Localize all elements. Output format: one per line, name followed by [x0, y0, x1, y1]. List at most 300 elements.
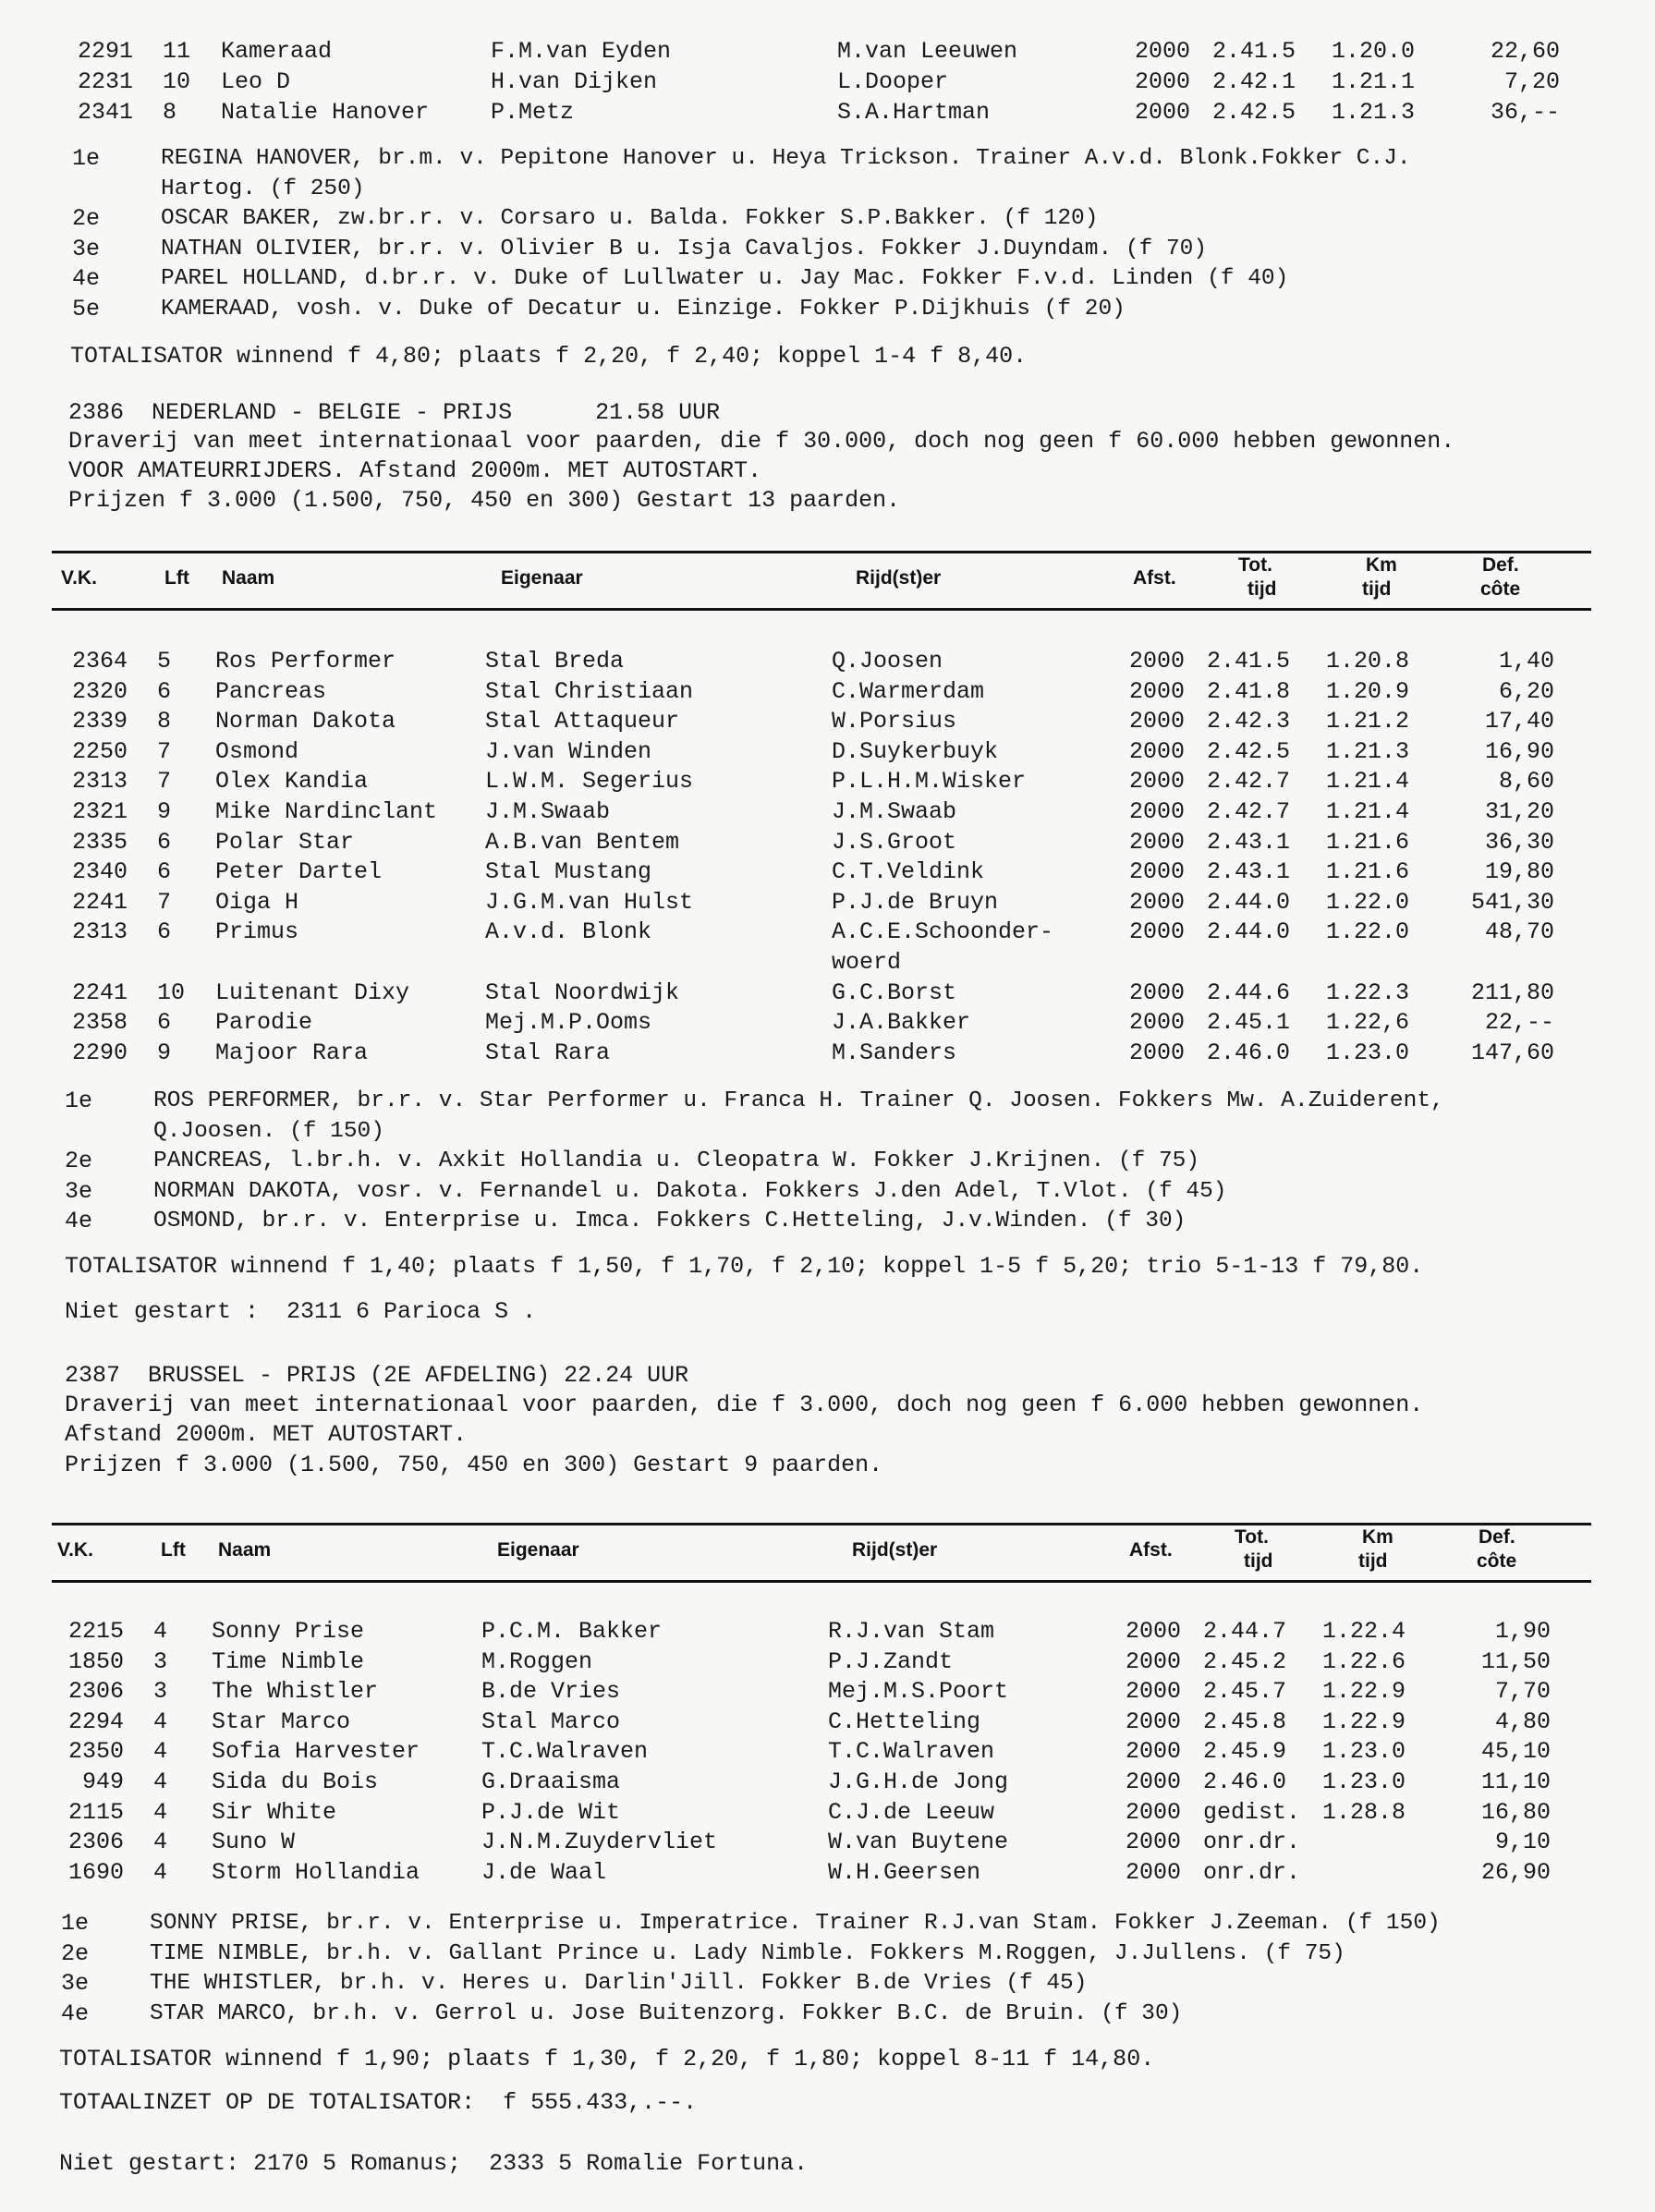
cell-afst: 2000	[1135, 68, 1191, 95]
place-line-text: ROS PERFORMER, br.r. v. Star Performer u. Franca H. Trainer Q. Joosen. Fokkers Mw. A.Zuiderent,	[153, 1088, 1444, 1113]
col-header-rijder: Rijd(st)er	[852, 1539, 938, 1561]
cell-vk: 2241	[71, 978, 128, 1006]
cell-rijder: C.J.de Leeuw	[828, 1798, 995, 1826]
cell-rijder: W.Porsius	[832, 708, 957, 735]
cell-naam: Natalie Hanover	[221, 99, 430, 126]
place-line-pos: 3e	[61, 1970, 90, 1997]
totalisator: TOTALISATOR winnend f 1,40; plaats f 1,50, f 1,70, f 2,10; koppel 1-5 f 5,20; trio 5-1-13 f 79,80.	[65, 1253, 1424, 1280]
cell-km: 1.23.0	[1322, 1738, 1406, 1766]
cell-rijder: J.M.Swaab	[832, 798, 957, 825]
cell-lft: 6	[157, 828, 172, 856]
cell-rijder: J.S.Groot	[832, 828, 957, 856]
cell-cote: 36,--	[1490, 99, 1560, 126]
cell-lft: 11	[163, 38, 191, 65]
cell-tot: 2.45.1	[1207, 1009, 1291, 1037]
cell-tot: 2.43.1	[1207, 828, 1291, 856]
cell-eigenaar: H.van Dijken	[491, 68, 658, 95]
cell-cote: 11,10	[1480, 1768, 1551, 1795]
cell-afst: 2000	[1135, 38, 1191, 65]
place-line-text: Q.Joosen. (f 150)	[153, 1118, 384, 1144]
cell-naam: Star Marco	[212, 1708, 351, 1735]
cell-eigenaar: M.Roggen	[481, 1647, 593, 1675]
cell-vk: 2364	[71, 648, 128, 675]
cell-cote: 147,60	[1470, 1039, 1554, 1066]
cell-afst: 2000	[1129, 918, 1186, 946]
place-line-pos: 2e	[65, 1148, 93, 1174]
cell-naam: Luitenant Dixy	[215, 978, 410, 1006]
cell-rijder: C.T.Veldink	[832, 858, 985, 886]
table-row	[6, 37, 1576, 67]
cell-cote: 48,70	[1484, 918, 1554, 946]
cell-naam: Mike Nardinclant	[215, 798, 438, 825]
totalisator: TOTALISATOR winnend f 4,80; plaats f 2,20, f 2,40; koppel 1-4 f 8,40.	[70, 343, 1028, 370]
cell-eigenaar: Stal Noordwijk	[485, 978, 680, 1006]
cell-afst: 2000	[1126, 1738, 1182, 1766]
cell-rijder: Mej.M.S.Poort	[828, 1678, 1009, 1706]
cell-lft: 8	[163, 99, 177, 126]
cell-lft: 4	[153, 1829, 168, 1856]
cell-afst: 2000	[1129, 737, 1186, 765]
cell-tot: 2.42.3	[1207, 708, 1291, 735]
table-row	[0, 1828, 1567, 1857]
cell-tot: 2.42.7	[1207, 768, 1291, 796]
table-row	[6, 67, 1576, 97]
cell-vk: 2313	[71, 768, 128, 796]
cell-lft: 4	[153, 1858, 168, 1886]
cell-cote: 36,30	[1484, 828, 1554, 856]
place-line-text: KAMERAAD, vosh. v. Duke of Decatur u. Einzige. Fokker P.Dijkhuis (f 20)	[161, 296, 1126, 322]
cell-vk: 2215	[67, 1618, 124, 1645]
place-line-pos: 1e	[72, 145, 101, 172]
cell-cote: 9,10	[1494, 1829, 1551, 1856]
cell-eigenaar: Stal Breda	[485, 648, 625, 675]
cell-vk: 1690	[67, 1858, 124, 1886]
cell-rijder: C.Hetteling	[828, 1708, 981, 1735]
table-row	[0, 677, 1571, 707]
race-description: Afstand 2000m. MET AUTOSTART.	[65, 1421, 468, 1448]
cell-lft: 9	[157, 1039, 172, 1066]
col-header-vk: V.K.	[61, 567, 97, 589]
cell-rijder: D.Suykerbuyk	[832, 737, 999, 765]
cell-eigenaar: Stal Christiaan	[485, 677, 694, 705]
col-header-cote: côte	[1480, 578, 1521, 600]
cell-cote: 8,60	[1498, 768, 1554, 796]
col-header-km: Km	[1366, 554, 1397, 576]
cell-afst: 2000	[1129, 708, 1186, 735]
cell-tot: 2.41.5	[1212, 38, 1296, 65]
col-header-lft: Lft	[164, 567, 189, 589]
place-line-pos: 1e	[61, 1910, 90, 1937]
place-line-text: PAREL HOLLAND, d.br.r. v. Duke of Lullwater u. Jay Mac. Fokker F.v.d. Linden (f 40)	[161, 266, 1289, 291]
cell-vk: 2358	[71, 1009, 128, 1037]
cell-afst: 2000	[1126, 1708, 1182, 1735]
place-line-text: NATHAN OLIVIER, br.r. v. Olivier B u. Isja Cavaljos. Fokker J.Duyndam. (f 70)	[161, 236, 1208, 261]
cell-cote: 45,10	[1480, 1738, 1551, 1766]
table-row	[0, 857, 1571, 887]
cell-cote: 4,80	[1494, 1708, 1551, 1735]
cell-tot: 2.44.6	[1207, 978, 1291, 1006]
cell-tot: 2.45.9	[1203, 1738, 1287, 1766]
table-row	[0, 888, 1571, 918]
cell-lft: 7	[157, 737, 172, 765]
cell-vk: 2250	[71, 737, 128, 765]
cell-km: 1.21.4	[1326, 768, 1410, 796]
table-row	[6, 98, 1576, 128]
cell-eigenaar: F.M.van Eyden	[491, 38, 672, 65]
col-header-rijder: Rijd(st)er	[856, 567, 942, 589]
cell-eigenaar: P.Metz	[491, 99, 575, 126]
cell-vk: 2320	[71, 677, 128, 705]
cell-vk: 2294	[67, 1708, 124, 1735]
cell-naam: Sida du Bois	[212, 1768, 379, 1795]
cell-tot: 2.41.8	[1207, 677, 1291, 705]
col-header-vk: V.K.	[57, 1539, 93, 1561]
cell-rijder: W.van Buytene	[828, 1829, 1009, 1856]
cell-km: 1.21.3	[1332, 99, 1416, 126]
cell-eigenaar: Stal Mustang	[485, 858, 652, 886]
table-row	[0, 737, 1571, 767]
cell-km: 1.22.9	[1322, 1678, 1406, 1706]
cell-vk: 2321	[71, 798, 128, 825]
cell-km: 1.21.3	[1326, 737, 1410, 765]
cell-eigenaar: P.J.de Wit	[481, 1798, 621, 1826]
cell-cote: 26,90	[1480, 1858, 1551, 1886]
cell-lft: 4	[153, 1618, 168, 1645]
table-row	[0, 1768, 1567, 1797]
cell-afst: 2000	[1126, 1768, 1182, 1795]
cell-lft: 5	[157, 648, 172, 675]
cell-tot: 2.42.1	[1212, 68, 1296, 95]
table-row	[0, 707, 1571, 736]
place-line-text: Hartog. (f 250)	[161, 176, 365, 201]
col-header-naam: Naam	[218, 1539, 272, 1561]
cell-vk: 2306	[67, 1678, 124, 1706]
cell-eigenaar: J.de Waal	[481, 1858, 607, 1886]
cell-vk: 2291	[77, 38, 133, 65]
cell-vk: 2241	[71, 888, 128, 916]
cell-eigenaar: G.Draaisma	[481, 1768, 621, 1795]
place-line-pos: 2e	[72, 205, 101, 232]
race-title: 2387 BRUSSEL - PRIJS (2E AFDELING) 22.24 UUR	[65, 1362, 689, 1389]
col-header-def: Def.	[1479, 1526, 1515, 1548]
place-line-pos: 3e	[65, 1177, 93, 1205]
table-row	[0, 797, 1571, 827]
cell-vk: 1850	[67, 1647, 124, 1675]
cell-afst: 2000	[1135, 99, 1191, 126]
cell-lft: 6	[157, 858, 172, 886]
cell-naam: Peter Dartel	[215, 858, 383, 886]
cell-naam: Majoor Rara	[215, 1039, 369, 1066]
cell-km: 1.20.8	[1326, 648, 1410, 675]
cell-afst: 2000	[1126, 1678, 1182, 1706]
cell-afst: 2000	[1129, 978, 1186, 1006]
cell-naam: Primus	[215, 918, 299, 946]
cell-vk: 2290	[71, 1039, 128, 1066]
table-row	[0, 1647, 1567, 1677]
cell-km: 1.21.1	[1332, 68, 1416, 95]
cell-rijder: R.J.van Stam	[828, 1618, 995, 1645]
cell-vk: 2306	[67, 1829, 124, 1856]
cell-naam: Storm Hollandia	[212, 1858, 420, 1886]
cell-lft: 9	[157, 798, 172, 825]
table-row	[0, 1737, 1567, 1767]
cell-tot: 2.45.7	[1203, 1678, 1287, 1706]
cell-tot: 2.42.5	[1207, 737, 1291, 765]
cell-afst: 2000	[1129, 828, 1186, 856]
cell-km: 1.23.0	[1322, 1768, 1406, 1795]
table-top-rule	[52, 1523, 1591, 1525]
cell-tot: 2.44.0	[1207, 918, 1291, 946]
cell-vk: 2313	[71, 918, 128, 946]
cell-afst: 2000	[1126, 1798, 1182, 1826]
col-header-def: Def.	[1482, 554, 1519, 576]
cell-afst: 2000	[1126, 1647, 1182, 1675]
cell-rijder: Q.Joosen	[832, 648, 943, 675]
cell-lft: 4	[153, 1738, 168, 1766]
col-header-eigenaar: Eigenaar	[501, 567, 583, 589]
cell-rijder: W.H.Geersen	[828, 1858, 981, 1886]
cell-eigenaar: Mej.M.P.Ooms	[485, 1009, 652, 1037]
cell-lft: 6	[157, 677, 172, 705]
cell-naam: Olex Kandia	[215, 768, 369, 796]
cell-eigenaar: A.v.d. Blonk	[485, 918, 652, 946]
cell-cote: 6,20	[1498, 677, 1554, 705]
cell-eigenaar: A.B.van Bentem	[485, 828, 680, 856]
col-header-eigenaar: Eigenaar	[497, 1539, 579, 1561]
cell-vk: 2231	[77, 68, 133, 95]
cell-afst: 2000	[1129, 1039, 1186, 1066]
cell-eigenaar: L.W.M. Segerius	[485, 768, 694, 796]
cell-naam: Sonny Prise	[212, 1618, 365, 1645]
cell-lft: 3	[153, 1647, 168, 1675]
cell-naam: Sofia Harvester	[212, 1738, 420, 1766]
cell-rijder: M.van Leeuwen	[837, 38, 1018, 65]
cell-naam: Sir White	[212, 1798, 337, 1826]
cell-rijder: G.C.Borst	[832, 978, 957, 1006]
table-row	[0, 767, 1571, 796]
total-stake: TOTAALINZET OP DE TOTALISATOR: f 555.433,.--.	[59, 2089, 698, 2116]
cell-afst: 2000	[1129, 677, 1186, 705]
cell-lft: 4	[153, 1798, 168, 1826]
col-header-tot-tijd: tijd	[1247, 578, 1277, 600]
cell-vk: 949	[81, 1768, 124, 1795]
cell-rijder: woerd	[832, 949, 902, 976]
cell-km: 1.22.9	[1322, 1708, 1406, 1735]
table-row	[0, 1677, 1567, 1707]
place-line-text: SONNY PRISE, br.r. v. Enterprise u. Imperatrice. Trainer R.J.van Stam. Fokker J.Zeeman. (f 150)	[150, 1911, 1441, 1936]
cell-tot: 2.44.7	[1203, 1618, 1287, 1645]
col-header-tot: Tot.	[1238, 554, 1272, 576]
cell-cote: 19,80	[1484, 858, 1554, 886]
cell-afst: 2000	[1126, 1829, 1182, 1856]
cell-tot: 2.44.0	[1207, 888, 1291, 916]
race-description: Prijzen f 3.000 (1.500, 750, 450 en 300) Gestart 13 paarden.	[68, 487, 901, 514]
cell-naam: Norman Dakota	[215, 708, 396, 735]
cell-afst: 2000	[1129, 858, 1186, 886]
cell-afst: 2000	[1129, 648, 1186, 675]
cell-eigenaar: Stal Attaqueur	[485, 708, 680, 735]
cell-km: 1.22,6	[1326, 1009, 1410, 1037]
cell-cote: 11,50	[1480, 1647, 1551, 1675]
cell-cote: 7,20	[1503, 68, 1560, 95]
cell-tot: 2.45.2	[1203, 1647, 1287, 1675]
cell-afst: 2000	[1129, 888, 1186, 916]
place-line-text: OSCAR BAKER, zw.br.r. v. Corsaro u. Balda. Fokker S.P.Bakker. (f 120)	[161, 206, 1099, 231]
place-line-pos: 4e	[65, 1208, 93, 1234]
place-line-pos: 4e	[72, 265, 101, 292]
not-started: Niet gestart : 2311 6 Parioca S .	[65, 1298, 537, 1325]
cell-cote: 1,40	[1498, 648, 1554, 675]
cell-naam: The Whistler	[212, 1678, 379, 1706]
table-header-rule	[52, 1580, 1591, 1583]
place-line-text: PANCREAS, l.br.h. v. Axkit Hollandia u. Cleopatra W. Fokker J.Krijnen. (f 75)	[153, 1149, 1200, 1173]
cell-cote: 16,90	[1484, 737, 1554, 765]
cell-vk: 2350	[67, 1738, 124, 1766]
cell-cote: 211,80	[1470, 978, 1554, 1006]
cell-lft: 10	[163, 68, 191, 95]
cell-naam: Parodie	[215, 1009, 313, 1037]
col-header-cote: côte	[1477, 1550, 1517, 1572]
place-line-pos: 5e	[72, 295, 101, 322]
cell-eigenaar: P.C.M. Bakker	[481, 1618, 663, 1645]
cell-afst: 2000	[1129, 1009, 1186, 1037]
cell-eigenaar: J.N.M.Zuydervliet	[481, 1829, 718, 1856]
cell-vk: 2339	[71, 708, 128, 735]
table-header-rule	[52, 608, 1591, 611]
cell-lft: 7	[157, 888, 172, 916]
cell-km: 1.28.8	[1322, 1798, 1406, 1826]
cell-km: 1.22.3	[1326, 978, 1410, 1006]
col-header-lft: Lft	[161, 1539, 186, 1561]
cell-naam: Suno W	[212, 1829, 296, 1856]
table-row	[0, 948, 1571, 978]
col-header-tot: Tot.	[1235, 1526, 1269, 1548]
table-row	[0, 1858, 1567, 1888]
table-row	[0, 1617, 1567, 1647]
cell-afst: 2000	[1126, 1618, 1182, 1645]
place-line-pos: 3e	[72, 235, 101, 262]
place-line-text: OSMOND, br.r. v. Enterprise u. Imca. Fokkers C.Hetteling, J.v.Winden. (f 30)	[153, 1209, 1186, 1234]
cell-lft: 7	[157, 768, 172, 796]
col-header-km-tijd: tijd	[1362, 578, 1392, 600]
cell-vk: 2115	[67, 1798, 124, 1826]
cell-rijder: P.L.H.M.Wisker	[832, 768, 1027, 796]
cell-tot: 2.42.5	[1212, 99, 1296, 126]
cell-km: 1.22.0	[1326, 918, 1410, 946]
cell-km: 1.23.0	[1326, 1039, 1410, 1066]
cell-km: 1.21.4	[1326, 798, 1410, 825]
cell-eigenaar: Stal Rara	[485, 1039, 611, 1066]
col-header-km: Km	[1362, 1526, 1393, 1548]
cell-lft: 8	[157, 708, 172, 735]
place-line-pos: 4e	[61, 1999, 90, 2027]
table-row	[0, 1708, 1567, 1737]
cell-lft: 6	[157, 1009, 172, 1037]
table-row	[0, 647, 1571, 676]
cell-cote: 7,70	[1494, 1678, 1551, 1706]
cell-tot: 2.45.8	[1203, 1708, 1287, 1735]
not-started: Niet gestart: 2170 5 Romanus; 2333 5 Romalie Fortuna.	[59, 2150, 809, 2177]
cell-rijder: P.J.Zandt	[828, 1647, 954, 1675]
cell-km: 1.22.4	[1322, 1618, 1406, 1645]
cell-rijder: L.Dooper	[837, 68, 949, 95]
cell-cote: 22,60	[1490, 38, 1560, 65]
cell-eigenaar: J.G.M.van Hulst	[485, 888, 694, 916]
cell-naam: Leo D	[221, 68, 291, 95]
cell-rijder: T.C.Walraven	[828, 1738, 995, 1766]
cell-eigenaar: J.van Winden	[485, 737, 652, 765]
cell-km: 1.21.6	[1326, 828, 1410, 856]
cell-km: 1.22.0	[1326, 888, 1410, 916]
table-row	[0, 918, 1571, 947]
cell-naam: Pancreas	[215, 677, 327, 705]
col-header-afst: Afst.	[1129, 1539, 1173, 1561]
place-line-text: STAR MARCO, br.h. v. Gerrol u. Jose Buitenzorg. Fokker B.C. de Bruin. (f 30)	[150, 2000, 1183, 2026]
cell-lft: 3	[153, 1678, 168, 1706]
cell-lft: 10	[157, 978, 186, 1006]
place-line-text: NORMAN DAKOTA, vosr. v. Fernandel u. Dakota. Fokkers J.den Adel, T.Vlot. (f 45)	[153, 1178, 1227, 1204]
cell-naam: Time Nimble	[212, 1647, 365, 1675]
cell-naam: Polar Star	[215, 828, 355, 856]
race-description: Draverij van meet internationaal voor paarden, die f 3.000, doch nog geen f 6.000 hebben gewonnen.	[65, 1392, 1424, 1418]
race-description: VOOR AMATEURRIJDERS. Afstand 2000m. MET AUTOSTART.	[68, 457, 762, 484]
race-title: 2386 NEDERLAND - BELGIE - PRIJS 21.58 UUR	[68, 399, 721, 426]
cell-afst: 2000	[1129, 798, 1186, 825]
cell-tot: 2.41.5	[1207, 648, 1291, 675]
cell-rijder: A.C.E.Schoonder-	[832, 918, 1054, 946]
cell-rijder: S.A.Hartman	[837, 99, 991, 126]
cell-cote: 17,40	[1484, 708, 1554, 735]
cell-naam: Kameraad	[221, 38, 333, 65]
race-description: Draverij van meet internationaal voor paarden, die f 30.000, doch nog geen f 60.000 hebben gewonnen.	[68, 428, 1455, 455]
table-top-rule	[52, 551, 1591, 553]
place-line-text: TIME NIMBLE, br.h. v. Gallant Prince u. Lady Nimble. Fokkers M.Roggen, J.Jullens. (f 75)	[150, 1940, 1345, 1966]
cell-eigenaar: Stal Marco	[481, 1708, 621, 1735]
race-description: Prijzen f 3.000 (1.500, 750, 450 en 300) Gestart 9 paarden.	[65, 1452, 883, 1478]
totalisator: TOTALISATOR winnend f 1,90; plaats f 1,30, f 2,20, f 1,80; koppel 8-11 f 14,80.	[59, 2046, 1155, 2072]
cell-tot: 2.42.7	[1207, 798, 1291, 825]
cell-rijder: M.Sanders	[832, 1039, 957, 1066]
cell-km: 1.21.2	[1326, 708, 1410, 735]
cell-naam: Oiga H	[215, 888, 299, 916]
table-row	[0, 978, 1571, 1008]
cell-tot: gedist.	[1203, 1798, 1301, 1826]
cell-naam: Osmond	[215, 737, 299, 765]
cell-lft: 6	[157, 918, 172, 946]
cell-tot: 2.43.1	[1207, 858, 1291, 886]
cell-naam: Ros Performer	[215, 648, 396, 675]
cell-km: 1.20.9	[1326, 677, 1410, 705]
cell-vk: 2341	[77, 99, 133, 126]
table-row	[0, 828, 1571, 857]
cell-cote: 1,90	[1494, 1618, 1551, 1645]
place-line-pos: 2e	[61, 1939, 90, 1967]
cell-km: 1.20.0	[1332, 38, 1416, 65]
col-header-tot-tijd: tijd	[1244, 1550, 1273, 1572]
cell-eigenaar: B.de Vries	[481, 1678, 621, 1706]
place-line-pos: 1e	[65, 1088, 93, 1114]
col-header-km-tijd: tijd	[1358, 1550, 1388, 1572]
cell-cote: 541,30	[1470, 888, 1554, 916]
cell-tot: 2.46.0	[1203, 1768, 1287, 1795]
cell-tot: 2.46.0	[1207, 1039, 1291, 1066]
cell-tot: onr.dr.	[1203, 1829, 1301, 1856]
place-line-text: THE WHISTLER, br.h. v. Heres u. Darlin'Jill. Fokker B.de Vries (f 45)	[150, 1971, 1088, 1996]
cell-cote: 16,80	[1480, 1798, 1551, 1826]
table-row	[0, 1798, 1567, 1828]
cell-afst: 2000	[1126, 1858, 1182, 1886]
cell-lft: 4	[153, 1768, 168, 1795]
